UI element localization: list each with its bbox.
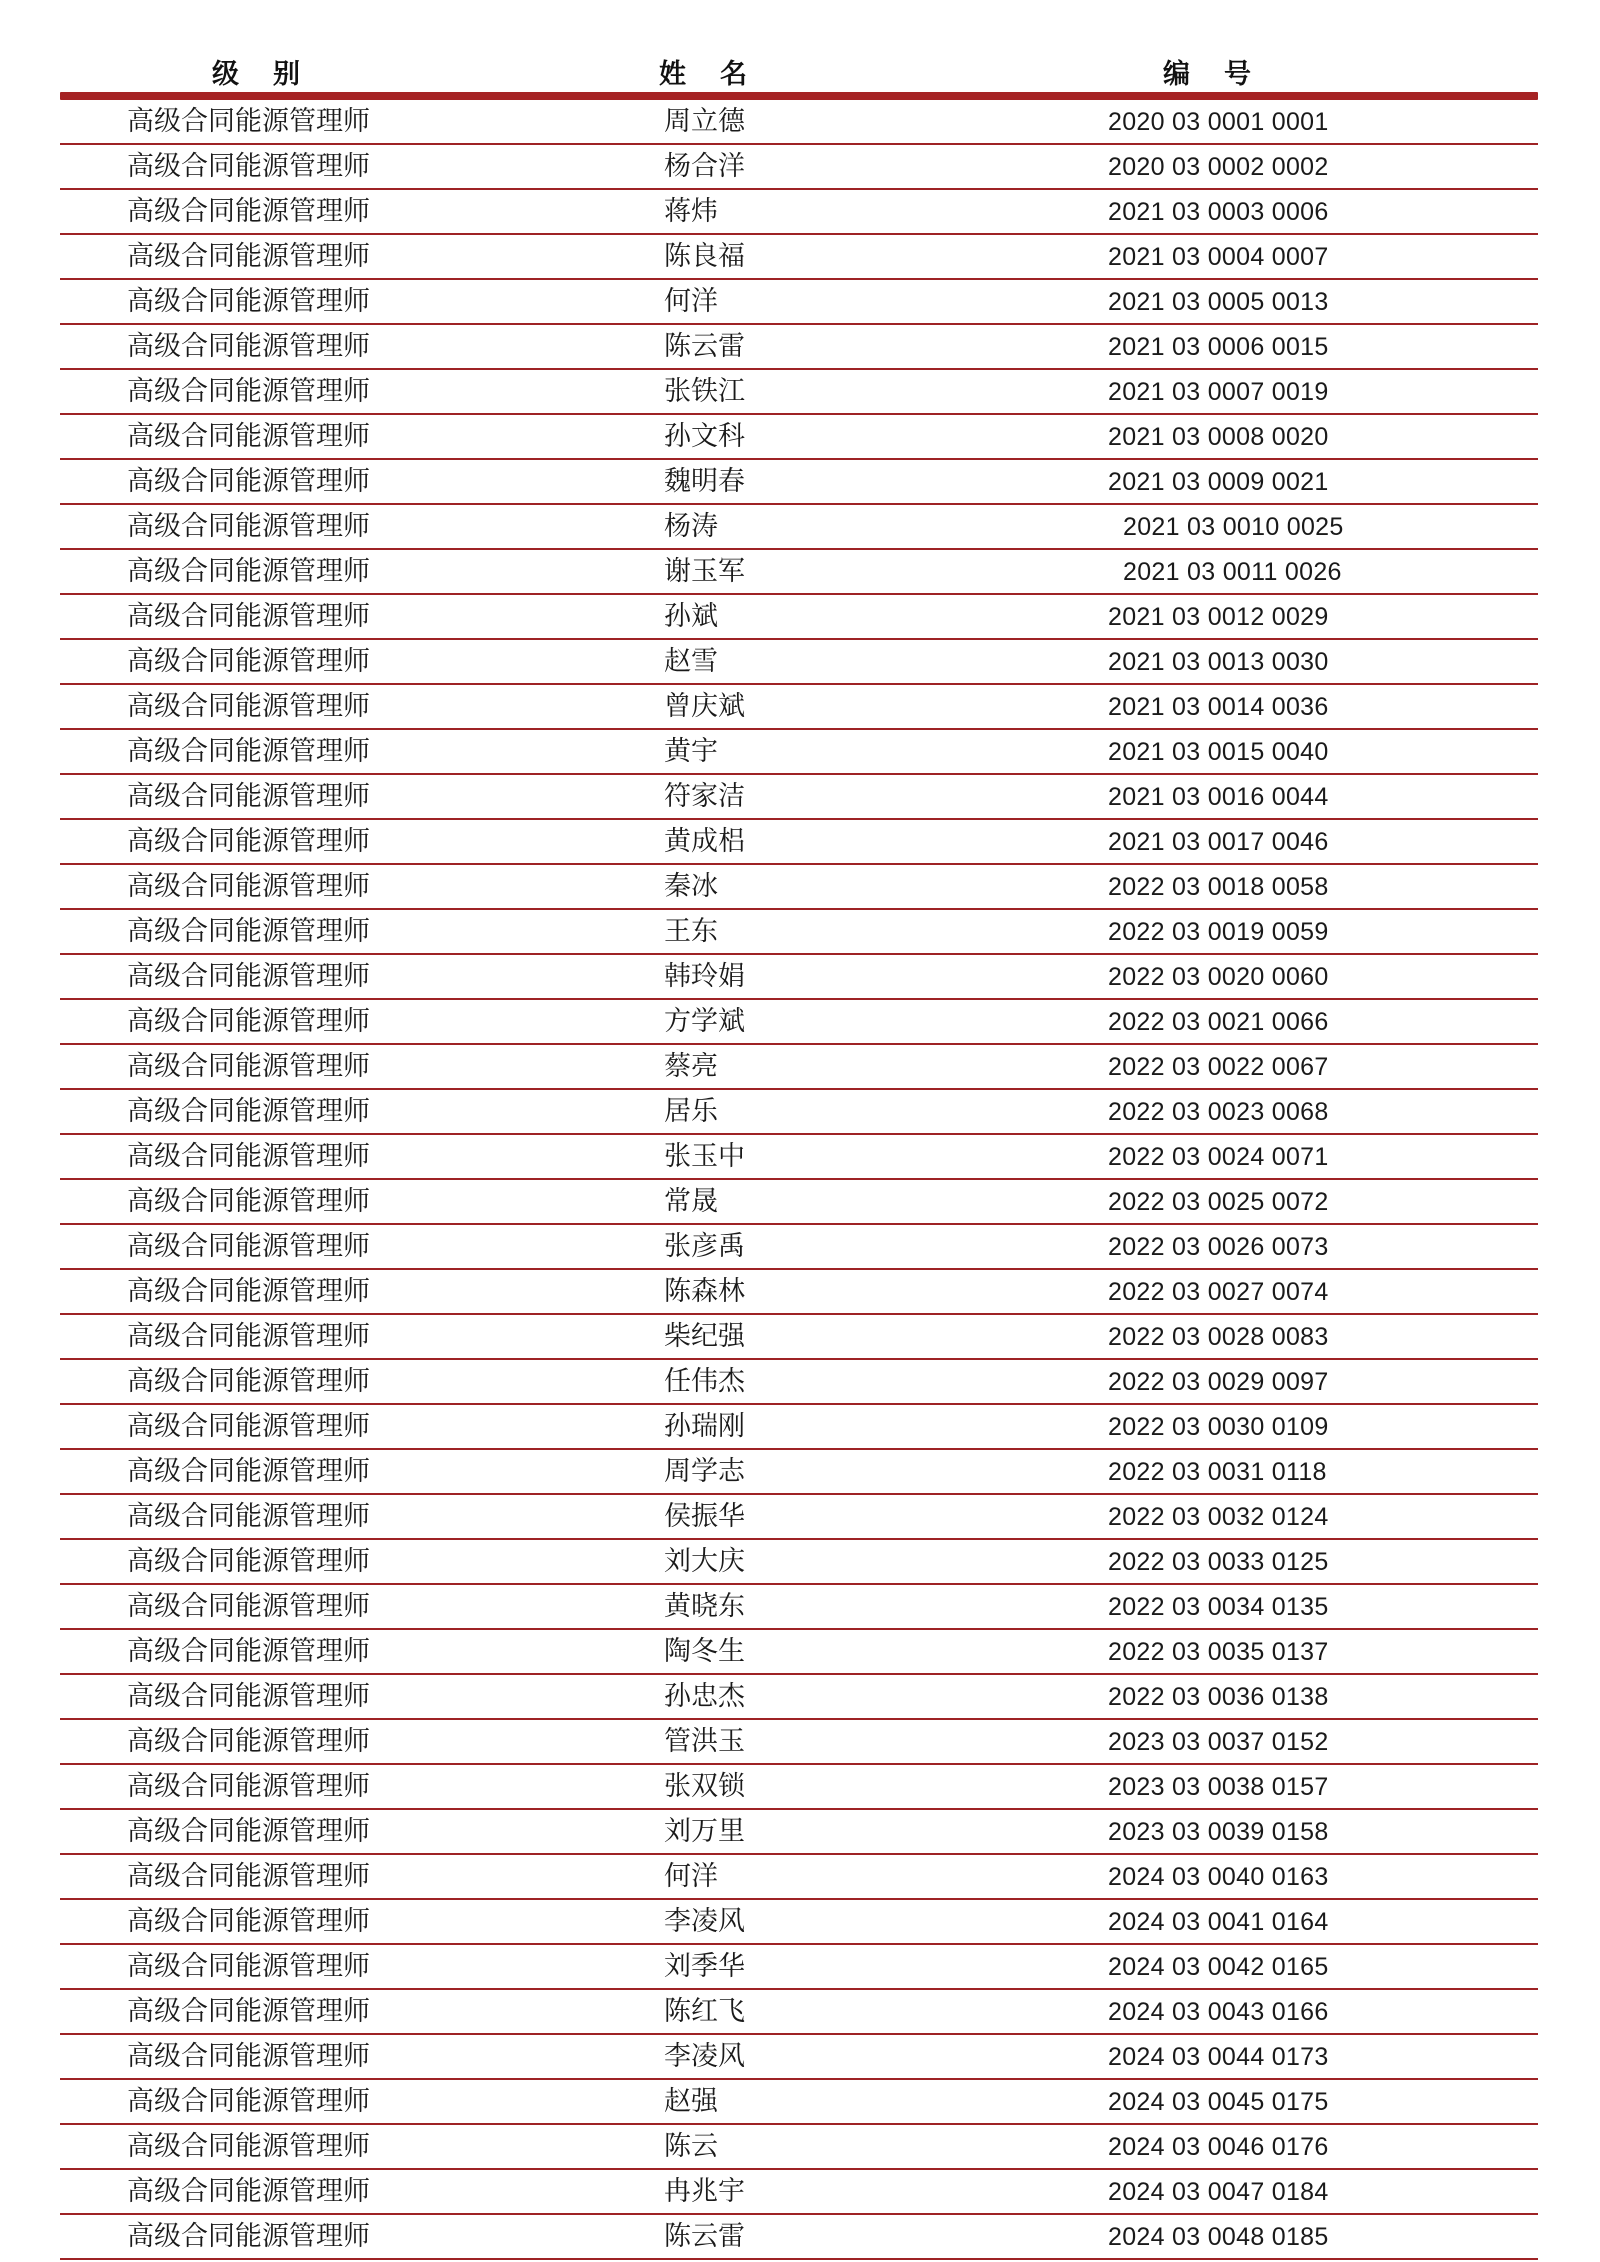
cell-code: 2021 03 0011 0026 <box>1123 558 1342 586</box>
cell-name: 赵强 <box>664 2086 718 2117</box>
cell-name: 刘季华 <box>664 1951 745 1982</box>
cell-level: 高级合同能源管理师 <box>127 691 370 722</box>
column-header-level: 级别 <box>212 59 334 90</box>
table-row <box>60 325 1538 370</box>
cell-name: 张双锁 <box>664 1771 745 1802</box>
cell-code: 2022 03 0021 0066 <box>1108 1008 1329 1036</box>
cell-level: 高级合同能源管理师 <box>127 1231 370 1262</box>
cell-code: 2021 03 0004 0007 <box>1108 243 1329 271</box>
cell-name: 杨合洋 <box>664 151 745 182</box>
certificate-table <box>60 46 1538 2260</box>
cell-name: 黄成梠 <box>664 826 745 857</box>
table-row <box>60 865 1538 910</box>
cell-name: 周立德 <box>664 106 745 137</box>
table-row <box>60 2035 1538 2080</box>
cell-name: 冉兆宇 <box>664 2176 745 2207</box>
cell-level: 高级合同能源管理师 <box>127 1186 370 1217</box>
cell-level: 高级合同能源管理师 <box>127 421 370 452</box>
cell-name: 柴纪强 <box>664 1321 745 1352</box>
cell-level: 高级合同能源管理师 <box>127 511 370 542</box>
table-row <box>60 730 1538 775</box>
cell-level: 高级合同能源管理师 <box>127 961 370 992</box>
cell-name: 王东 <box>664 916 718 947</box>
cell-code: 2022 03 0029 0097 <box>1108 1368 1329 1396</box>
table-row <box>60 685 1538 730</box>
cell-level: 高级合同能源管理师 <box>127 1096 370 1127</box>
cell-code: 2021 03 0015 0040 <box>1108 738 1329 766</box>
cell-code: 2021 03 0013 0030 <box>1108 648 1329 676</box>
cell-name: 秦冰 <box>664 871 718 902</box>
cell-code: 2021 03 0003 0006 <box>1108 198 1329 226</box>
cell-code: 2024 03 0044 0173 <box>1108 2043 1329 2071</box>
cell-level: 高级合同能源管理师 <box>127 1996 370 2027</box>
cell-level: 高级合同能源管理师 <box>127 2041 370 2072</box>
cell-level: 高级合同能源管理师 <box>127 646 370 677</box>
cell-name: 李凌风 <box>664 2041 745 2072</box>
cell-level: 高级合同能源管理师 <box>127 241 370 272</box>
table-row <box>60 2080 1538 2125</box>
cell-name: 刘万里 <box>664 1816 745 1847</box>
cell-code: 2024 03 0041 0164 <box>1108 1908 1329 1936</box>
cell-name: 杨涛 <box>664 511 718 542</box>
cell-code: 2023 03 0037 0152 <box>1108 1728 1329 1756</box>
cell-name: 张玉中 <box>664 1141 745 1172</box>
table-row <box>60 820 1538 865</box>
cell-level: 高级合同能源管理师 <box>127 1591 370 1622</box>
table-row <box>60 235 1538 280</box>
cell-name: 陈良福 <box>664 241 745 272</box>
table-row <box>60 2125 1538 2170</box>
cell-name: 符家洁 <box>664 781 745 812</box>
cell-level: 高级合同能源管理师 <box>127 1816 370 1847</box>
table-row <box>60 1360 1538 1405</box>
cell-code: 2022 03 0019 0059 <box>1108 918 1329 946</box>
cell-level: 高级合同能源管理师 <box>127 196 370 227</box>
cell-name: 孙忠杰 <box>664 1681 745 1712</box>
cell-level: 高级合同能源管理师 <box>127 286 370 317</box>
table-row <box>60 505 1538 550</box>
cell-code: 2022 03 0020 0060 <box>1108 963 1329 991</box>
table-row <box>60 550 1538 595</box>
cell-level: 高级合同能源管理师 <box>127 1141 370 1172</box>
cell-level: 高级合同能源管理师 <box>127 106 370 137</box>
table-row <box>60 2215 1538 2260</box>
table-row <box>60 1225 1538 1270</box>
cell-level: 高级合同能源管理师 <box>127 1546 370 1577</box>
cell-name: 常晟 <box>664 1186 718 1217</box>
cell-name: 陈云 <box>664 2131 718 2162</box>
cell-code: 2024 03 0043 0166 <box>1108 1998 1329 2026</box>
cell-level: 高级合同能源管理师 <box>127 1051 370 1082</box>
table-row <box>60 1270 1538 1315</box>
cell-code: 2022 03 0028 0083 <box>1108 1323 1329 1351</box>
cell-level: 高级合同能源管理师 <box>127 1861 370 1892</box>
cell-level: 高级合同能源管理师 <box>127 1771 370 1802</box>
table-row <box>60 595 1538 640</box>
table-row <box>60 1495 1538 1540</box>
table-row <box>60 1135 1538 1180</box>
table-row <box>60 1450 1538 1495</box>
table-row <box>60 1000 1538 1045</box>
cell-level: 高级合同能源管理师 <box>127 1456 370 1487</box>
cell-code: 2024 03 0048 0185 <box>1108 2223 1329 2251</box>
cell-code: 2024 03 0040 0163 <box>1108 1863 1329 1891</box>
cell-code: 2020 03 0002 0002 <box>1108 153 1329 181</box>
cell-code: 2020 03 0001 0001 <box>1108 108 1329 136</box>
cell-level: 高级合同能源管理师 <box>127 871 370 902</box>
cell-name: 何洋 <box>664 1861 718 1892</box>
cell-name: 孙斌 <box>664 601 718 632</box>
cell-code: 2022 03 0026 0073 <box>1108 1233 1329 1261</box>
cell-level: 高级合同能源管理师 <box>127 331 370 362</box>
cell-name: 陶冬生 <box>664 1636 745 1667</box>
cell-level: 高级合同能源管理师 <box>127 1636 370 1667</box>
table-row <box>60 460 1538 505</box>
cell-name: 陈红飞 <box>664 1996 745 2027</box>
cell-name: 刘大庆 <box>664 1546 745 1577</box>
table-row <box>60 1585 1538 1630</box>
cell-code: 2021 03 0016 0044 <box>1108 783 1329 811</box>
table-row <box>60 415 1538 460</box>
table-row <box>60 1630 1538 1675</box>
cell-code: 2021 03 0006 0015 <box>1108 333 1329 361</box>
cell-level: 高级合同能源管理师 <box>127 1366 370 1397</box>
table-row <box>60 1180 1538 1225</box>
cell-code: 2021 03 0014 0036 <box>1108 693 1329 721</box>
cell-code: 2022 03 0035 0137 <box>1108 1638 1329 1666</box>
cell-code: 2022 03 0033 0125 <box>1108 1548 1329 1576</box>
cell-name: 陈森林 <box>664 1276 745 1307</box>
column-header-name: 姓名 <box>659 59 781 90</box>
cell-code: 2023 03 0039 0158 <box>1108 1818 1329 1846</box>
table-row <box>60 1765 1538 1810</box>
cell-name: 黄晓东 <box>664 1591 745 1622</box>
cell-name: 蒋炜 <box>664 196 718 227</box>
table-row <box>60 1090 1538 1135</box>
cell-name: 任伟杰 <box>664 1366 745 1397</box>
table-row <box>60 1990 1538 2035</box>
cell-name: 管洪玉 <box>664 1726 745 1757</box>
cell-name: 何洋 <box>664 286 718 317</box>
cell-code: 2024 03 0047 0184 <box>1108 2178 1329 2206</box>
table-body <box>60 100 1538 2260</box>
cell-code: 2024 03 0042 0165 <box>1108 1953 1329 1981</box>
cell-level: 高级合同能源管理师 <box>127 601 370 632</box>
cell-code: 2021 03 0010 0025 <box>1123 513 1344 541</box>
cell-code: 2022 03 0031 0118 <box>1108 1458 1327 1486</box>
cell-code: 2022 03 0032 0124 <box>1108 1503 1329 1531</box>
cell-code: 2022 03 0018 0058 <box>1108 873 1329 901</box>
table-row <box>60 370 1538 415</box>
cell-name: 孙瑞刚 <box>664 1411 745 1442</box>
cell-name: 陈云雷 <box>664 2221 745 2252</box>
cell-name: 孙文科 <box>664 421 745 452</box>
cell-name: 韩玲娟 <box>664 961 745 992</box>
table-row <box>60 1675 1538 1720</box>
cell-level: 高级合同能源管理师 <box>127 1951 370 1982</box>
cell-name: 李凌风 <box>664 1906 745 1937</box>
table-row <box>60 1405 1538 1450</box>
table-row <box>60 955 1538 1000</box>
cell-name: 侯振华 <box>664 1501 745 1532</box>
cell-code: 2024 03 0046 0176 <box>1108 2133 1329 2161</box>
table-row <box>60 1810 1538 1855</box>
cell-name: 张彦禹 <box>664 1231 745 1262</box>
cell-code: 2022 03 0034 0135 <box>1108 1593 1329 1621</box>
table-row <box>60 2170 1538 2215</box>
cell-code: 2022 03 0030 0109 <box>1108 1413 1329 1441</box>
cell-name: 谢玉军 <box>664 556 745 587</box>
cell-code: 2021 03 0017 0046 <box>1108 828 1329 856</box>
cell-level: 高级合同能源管理师 <box>127 1276 370 1307</box>
cell-name: 居乐 <box>664 1096 718 1127</box>
cell-name: 黄宇 <box>664 736 718 767</box>
table-row <box>60 1855 1538 1900</box>
cell-level: 高级合同能源管理师 <box>127 1501 370 1532</box>
cell-code: 2023 03 0038 0157 <box>1108 1773 1329 1801</box>
cell-code: 2022 03 0022 0067 <box>1108 1053 1329 1081</box>
cell-name: 曾庆斌 <box>664 691 745 722</box>
cell-level: 高级合同能源管理师 <box>127 1906 370 1937</box>
cell-code: 2022 03 0023 0068 <box>1108 1098 1329 1126</box>
cell-code: 2022 03 0024 0071 <box>1108 1143 1329 1171</box>
column-header-code: 编号 <box>1163 59 1285 90</box>
cell-code: 2021 03 0012 0029 <box>1108 603 1329 631</box>
table-row <box>60 1315 1538 1360</box>
cell-name: 方学斌 <box>664 1006 745 1037</box>
table-row <box>60 1045 1538 1090</box>
table-row <box>60 1720 1538 1765</box>
table-row <box>60 1540 1538 1585</box>
cell-level: 高级合同能源管理师 <box>127 1411 370 1442</box>
cell-name: 蔡亮 <box>664 1051 718 1082</box>
table-row <box>60 910 1538 955</box>
cell-level: 高级合同能源管理师 <box>127 736 370 767</box>
table-row <box>60 1945 1538 1990</box>
cell-code: 2021 03 0005 0013 <box>1108 288 1329 316</box>
cell-name: 张铁江 <box>664 376 745 407</box>
cell-code: 2021 03 0008 0020 <box>1108 423 1329 451</box>
header-divider <box>60 92 1538 100</box>
cell-level: 高级合同能源管理师 <box>127 1006 370 1037</box>
cell-level: 高级合同能源管理师 <box>127 781 370 812</box>
table-row <box>60 190 1538 235</box>
table-row <box>60 1900 1538 1945</box>
table-header <box>60 46 1538 92</box>
cell-level: 高级合同能源管理师 <box>127 2176 370 2207</box>
cell-code: 2022 03 0027 0074 <box>1108 1278 1329 1306</box>
table-row <box>60 280 1538 325</box>
table-row <box>60 640 1538 685</box>
cell-level: 高级合同能源管理师 <box>127 916 370 947</box>
cell-level: 高级合同能源管理师 <box>127 826 370 857</box>
cell-name: 陈云雷 <box>664 331 745 362</box>
cell-level: 高级合同能源管理师 <box>127 1681 370 1712</box>
cell-level: 高级合同能源管理师 <box>127 151 370 182</box>
cell-code: 2022 03 0036 0138 <box>1108 1683 1329 1711</box>
table-row <box>60 145 1538 190</box>
cell-level: 高级合同能源管理师 <box>127 1726 370 1757</box>
cell-level: 高级合同能源管理师 <box>127 2131 370 2162</box>
cell-level: 高级合同能源管理师 <box>127 2221 370 2252</box>
cell-name: 赵雪 <box>664 646 718 677</box>
table-row <box>60 100 1538 145</box>
cell-name: 周学志 <box>664 1456 745 1487</box>
cell-level: 高级合同能源管理师 <box>127 466 370 497</box>
cell-code: 2022 03 0025 0072 <box>1108 1188 1329 1216</box>
cell-level: 高级合同能源管理师 <box>127 556 370 587</box>
table-row <box>60 775 1538 820</box>
cell-level: 高级合同能源管理师 <box>127 2086 370 2117</box>
cell-level: 高级合同能源管理师 <box>127 376 370 407</box>
cell-code: 2021 03 0007 0019 <box>1108 378 1329 406</box>
cell-level: 高级合同能源管理师 <box>127 1321 370 1352</box>
cell-code: 2021 03 0009 0021 <box>1108 468 1329 496</box>
cell-code: 2024 03 0045 0175 <box>1108 2088 1329 2116</box>
cell-name: 魏明春 <box>664 466 745 497</box>
